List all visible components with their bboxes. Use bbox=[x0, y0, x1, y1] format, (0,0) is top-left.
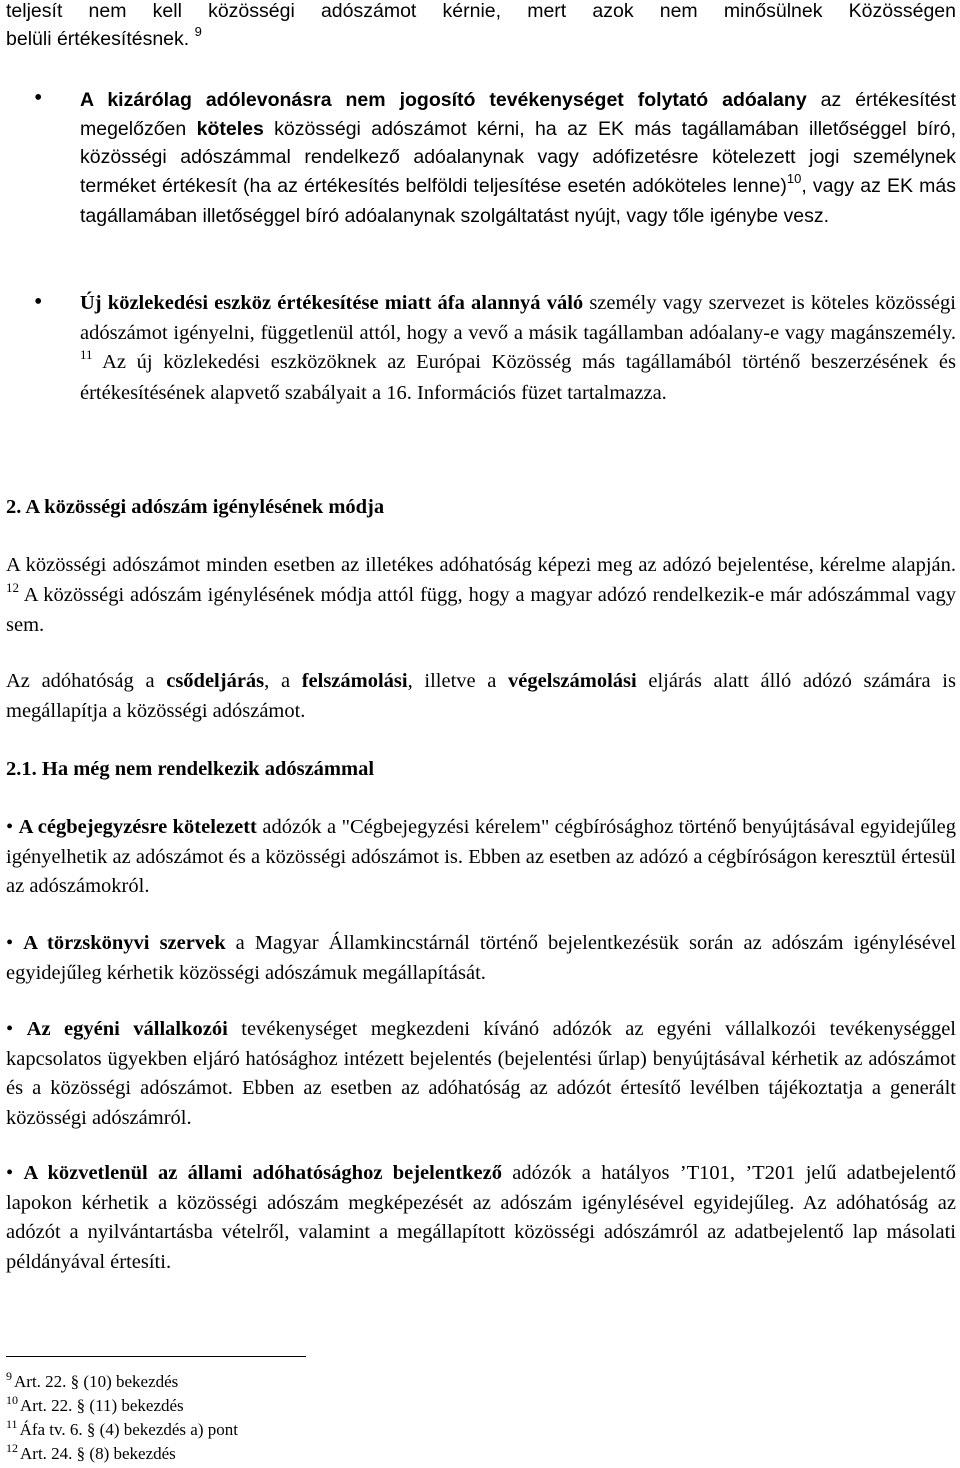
bullet-bold: köteles bbox=[196, 117, 264, 140]
bullet-new-vehicle bbox=[80, 289, 956, 408]
paragraph-text: , illetve a bbox=[407, 670, 509, 692]
section2-paragraph-1 bbox=[6, 551, 956, 641]
paragraph-text: A közösségi adószámot minden esetben az illetékes adóhatóság képezi meg az adózó bejelentése, kérelme alapján. bbox=[6, 554, 956, 576]
bold-term: A törzskönyvi szervek bbox=[23, 932, 226, 954]
footnote-ref-9: 9 bbox=[194, 24, 202, 39]
footnote-12 bbox=[6, 1442, 176, 1467]
bullet-text: az értékesítést megelőzően bbox=[80, 89, 956, 140]
bullet-marker: • bbox=[6, 1018, 14, 1040]
bullet-text: személy vagy szervezet is köteles közösségi adószámot igényelni, függetlenül attól, hogy a vevő a másik tagállamban adóalany-e vagy magánszemély. bbox=[80, 292, 956, 344]
bullet-bold: Új közlekedési eszköz értékesítése miatt áfa alannyá váló bbox=[80, 292, 584, 314]
footnote-separator bbox=[6, 1356, 306, 1357]
section-heading-2: 2. A közösségi adószám igénylésének módja bbox=[6, 496, 385, 518]
bold-term: csődeljárás bbox=[166, 670, 265, 692]
bullet-marker: • bbox=[34, 85, 43, 111]
bullet-bold: A kizárólag adólevonásra nem jogosító tevékenységet folytató adóalany bbox=[80, 89, 807, 111]
bullet-marker: • bbox=[34, 289, 43, 315]
paragraph-text: eljárás alatt álló adózó számára is megállapítja a közösségi adószámot. bbox=[6, 670, 956, 722]
footnote-text: Áfa tv. 6. § (4) bekezdés a) pont bbox=[19, 1420, 238, 1439]
paragraph-text: adózók a hatályos ’T101, ’T201 jelű adatbejelentő lapokon kérhetik a közösségi adószám megképezését az adószám igénylésével egyidejűleg. Az adóhatóság az adózót a nyilvántartásba vételről, valamint a megállapított közösségi adószámról az adatbejelentő lap másolati példányával értesíti. bbox=[6, 1162, 957, 1273]
continuation-text: belüli értékesítésnek. bbox=[6, 28, 190, 50]
list-item-company-registration bbox=[6, 813, 956, 902]
continuation-line-1: teljesít nem kell közösségi adószámot kérnie, mert azok nem minősülnek Közösségen bbox=[6, 0, 956, 22]
footnote-number: 10 bbox=[6, 1393, 18, 1407]
paragraph-text: tevékenységet megkezdeni kívánó adózók az egyéni vállalkozói tevékenységgel kapcsolatos ügyekben eljáró hatósághoz intézett bejelentés (bejelentési űrlap) benyújtásával kérhetik az adószámot és a közösségi adószámot. Ebben az esetben az adóhatóság az adózót értesítő levélben tájékoztatja a generált közösségi adószámról. bbox=[6, 1018, 956, 1129]
footnote-ref-11: 11 bbox=[80, 347, 93, 362]
section2-paragraph-2 bbox=[6, 667, 956, 726]
bullet-marker: • bbox=[6, 1162, 14, 1184]
list-item-budget-bodies bbox=[6, 929, 956, 988]
bold-term: A cégbejegyzésre kötelezett bbox=[18, 816, 257, 838]
footnote-ref-10: 10 bbox=[786, 170, 802, 186]
bold-term: végelszámolási bbox=[508, 670, 637, 692]
paragraph-text: A közösségi adószám igénylésének módja attól függ, hogy a magyar adózó rendelkezik-e már adószámmal vagy sem. bbox=[6, 583, 956, 636]
paragraph-text: Az adóhatóság a bbox=[6, 670, 167, 692]
bold-term: felszámolási bbox=[301, 670, 408, 692]
bullet-marker: • bbox=[6, 816, 14, 838]
footnote-text: Art. 24. § (8) bekezdés bbox=[20, 1444, 176, 1463]
footnote-number: 11 bbox=[6, 1417, 18, 1431]
bullet-taxable-person bbox=[80, 86, 956, 231]
bullet-text: közösségi adószámot kérni, ha az EK más tagállamában illetőséggel bíró, közösségi adószámmal rendelkező adóalanynak vagy adófizetésre kötelezett jogi személynek terméket értékesít (ha az értékesítés belföldi teljesítése esetén adóköteles lenne) bbox=[80, 117, 956, 197]
footnote-10 bbox=[6, 1394, 184, 1419]
footnote-number: 12 bbox=[6, 1441, 18, 1455]
footnote-11 bbox=[6, 1418, 238, 1443]
bullet-marker: • bbox=[6, 932, 14, 954]
footnote-text: Art. 22. § (11) bekezdés bbox=[20, 1396, 184, 1415]
bullet-text: , vagy az EK más tagállamában illetőséggel bíró adóalanynak szolgáltatást nyújt, vagy tőle igénybe vesz. bbox=[80, 174, 956, 228]
footnote-text: Art. 22. § (10) bekezdés bbox=[14, 1372, 179, 1391]
paragraph-text: a Magyar Államkincstárnál történő bejelentkezésük során az adószám igénylésével egyidejűleg kérhetik közösségi adószámuk megállapítását. bbox=[6, 932, 957, 984]
paragraph-text: adózók a "Cégbejegyzési kérelem" cégbírósághoz történő benyújtásával egyidejűleg igényelhetik az adószámot és a közösségi adószámot is. Ebben az esetben az adózó a cégbíróságon keresztül értesül az adószámokról. bbox=[6, 816, 957, 897]
footnote-number: 9 bbox=[6, 1369, 12, 1383]
continuation-line-2 bbox=[6, 25, 956, 55]
list-item-sole-proprietor bbox=[6, 1015, 956, 1133]
footnote-ref-12: 12 bbox=[6, 579, 19, 595]
bold-term: A közvetlenül az állami adóhatósághoz bejelentkező bbox=[23, 1162, 503, 1184]
list-item-direct-registration bbox=[6, 1159, 956, 1277]
bullet-text: Az új közlekedési eszközöknek az Európai Közösség más tagállamából történő beszerzésének és értékesítésének alapvető szabályait a 16. Információs füzet tartalmazza. bbox=[80, 351, 956, 404]
footnote-9 bbox=[6, 1370, 178, 1395]
section-heading-2-1: 2.1. Ha még nem rendelkezik adószámmal bbox=[6, 758, 375, 780]
bold-term: Az egyéni vállalkozói bbox=[26, 1018, 228, 1040]
paragraph-text: , a bbox=[264, 670, 302, 692]
